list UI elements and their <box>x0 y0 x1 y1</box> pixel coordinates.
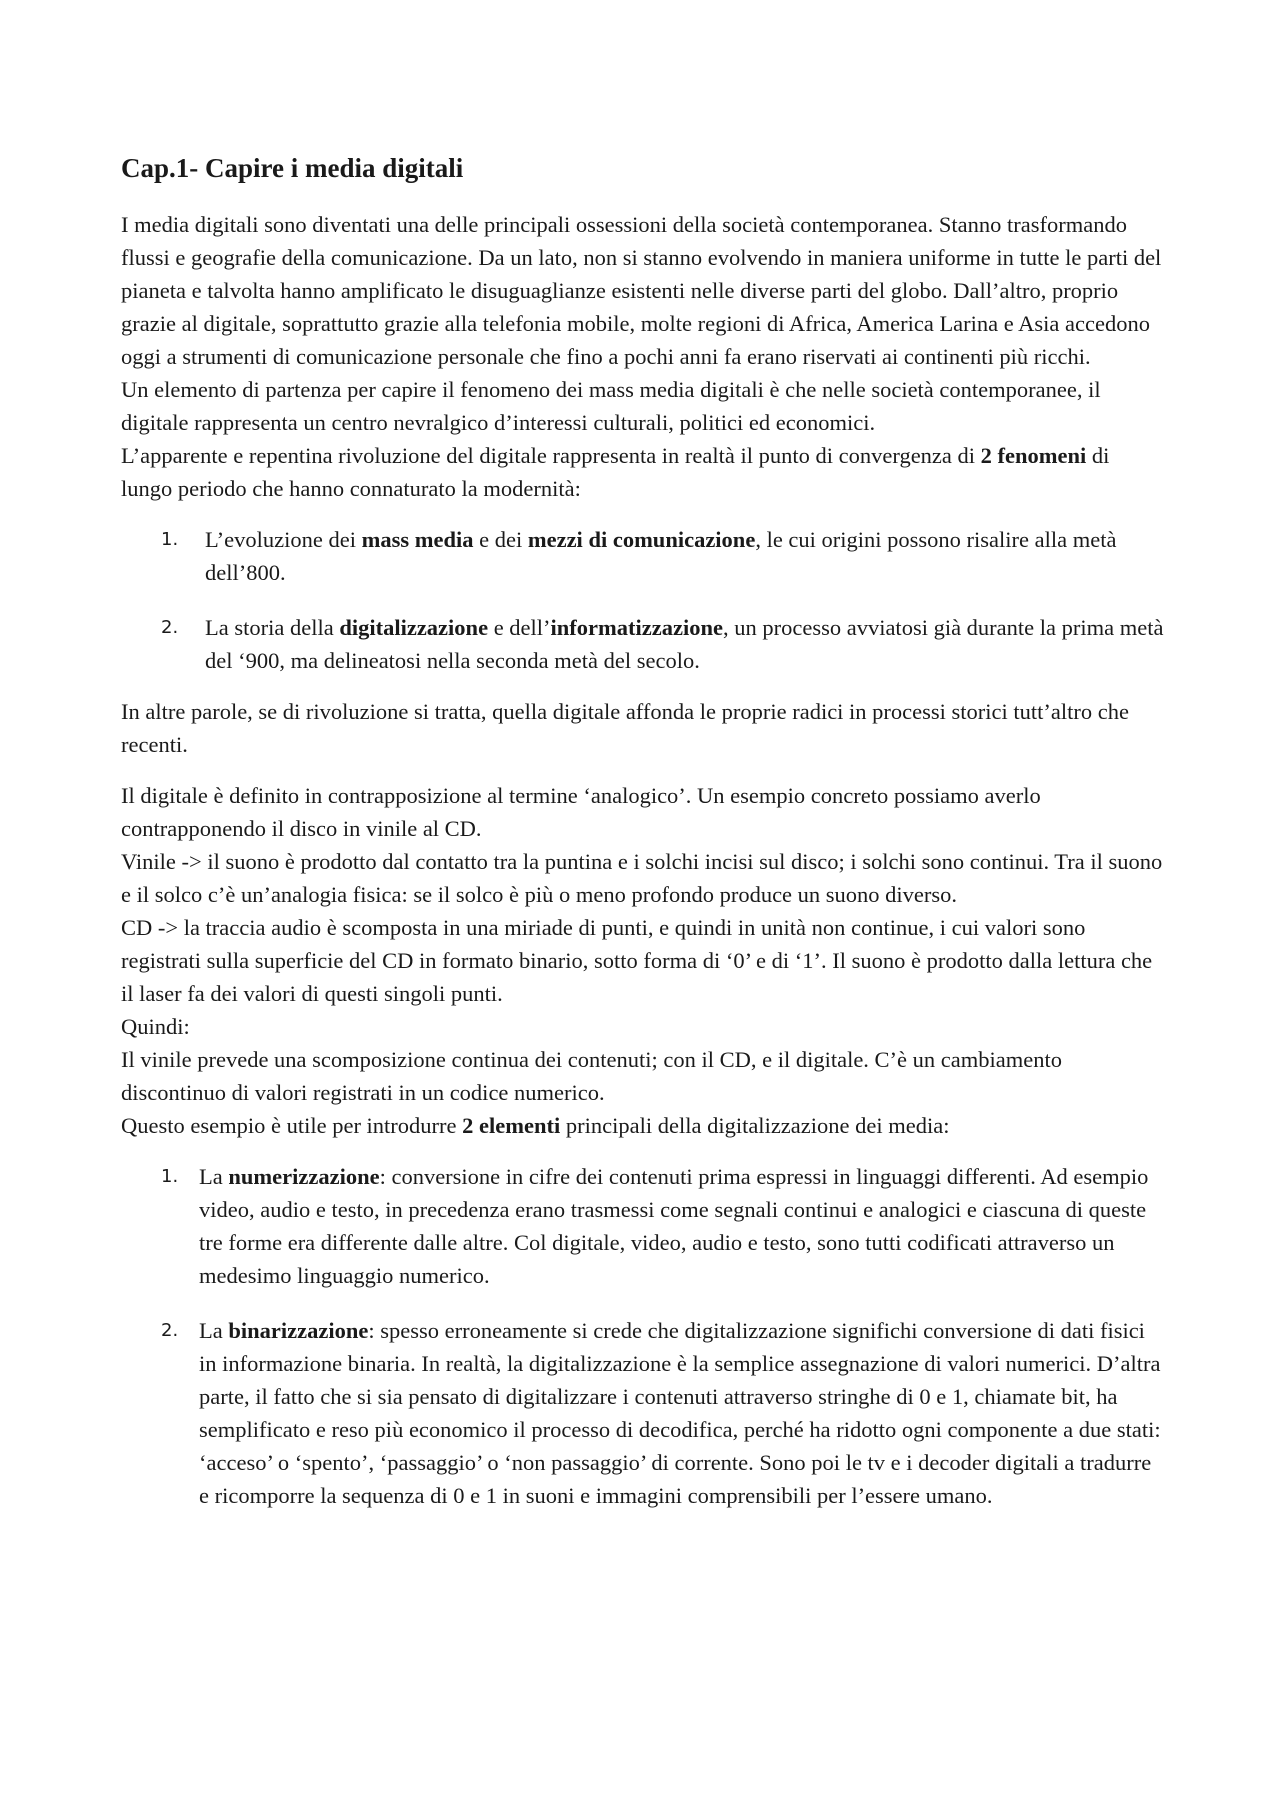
bold-term: mezzi di comunicazione <box>527 527 756 552</box>
list-item <box>121 523 1166 589</box>
text-run: L’evoluzione dei <box>205 527 362 552</box>
paragraph-vinyl-vs-cd: Il vinile prevede una scomposizione continua dei contenuti; con il CD, e il digitale. C’è un cambiamento discontinuo di valori registrati in un codice numerico. <box>121 1047 1062 1105</box>
text-run: e dell’ <box>488 615 551 640</box>
paragraph-therefore: Quindi: <box>121 1014 190 1039</box>
list-item <box>121 611 1166 677</box>
bold-term: binarizzazione <box>228 1318 369 1343</box>
text-run: La storia della <box>205 615 340 640</box>
list-number: 2. <box>161 1320 179 1341</box>
text-run: La <box>199 1164 229 1189</box>
list-item <box>121 1160 1166 1292</box>
bold-term: informatizzazione <box>550 615 723 640</box>
paragraph-in-other-words: In altre parole, se di rivoluzione si tratta, quella digitale affonda le proprie radici in processi storici tutt’altro che recenti. <box>121 699 1129 757</box>
list-number: 1. <box>161 529 179 550</box>
elements-list <box>121 1160 1166 1512</box>
text-run: : spesso erroneamente si crede che digitalizzazione significhi conversione di dati fisici in informazione binaria. In realtà, la digitalizzazione è la semplice assegnazione di valori numerici. D’altra parte, il fatto che si sia pensato di digitalizzare i contenuti attraverso stringhe di 0 e 1, chiamate bit, ha semplificato e reso più economico il processo di decodifica, perché ha ridotto ogni componente a due stati: ‘acceso’ o ‘spento’, ‘passaggio’ o ‘non passaggio’ di corrente. Sono poi le tv e i decoder digitali a tradurre e ricomporre la sequenza di 0 e 1 in suoni e immagini comprensibili per l’essere umano. <box>199 1318 1161 1508</box>
paragraph-digital-definition: Il digitale è definito in contrapposizione al termine ‘analogico’. Un esempio concreto possiamo averlo contrapponendo il disco in vinile al CD. <box>121 783 1041 841</box>
text-run: , un processo avviatosi già durante la prima metà del ‘900, ma delineatosi nella seconda metà del secolo. <box>205 615 1164 673</box>
text-run: La <box>199 1318 229 1343</box>
text-run: di lungo periodo che hanno connaturato la modernità: <box>121 443 1110 501</box>
paragraph-vinyl: Vinile -> il suono è prodotto dal contatto tra la puntina e i solchi incisi sul disco; i solchi sono continui. Tra il suono e il solco c’è un’analogia fisica: se il solco è più o meno profondo produce un suono diverso. <box>121 849 1163 907</box>
paragraph-elements-intro <box>121 1109 1166 1142</box>
phenomena-list <box>121 523 1166 677</box>
bold-term: numerizzazione <box>228 1164 380 1189</box>
text-run: Questo esempio è utile per introdurre <box>121 1113 463 1138</box>
paragraph-starting-point: Un elemento di partenza per capire il fenomeno dei mass media digitali è che nelle società contemporanee, il digitale rappresenta un centro nevralgico d’interessi culturali, politici ed economici. <box>121 377 1101 435</box>
paragraph-convergence <box>121 439 1166 505</box>
text-run: principali della digitalizzazione dei media: <box>560 1113 950 1138</box>
text-run: e dei <box>473 527 528 552</box>
bold-term: 2 elementi <box>462 1113 561 1138</box>
list-number: 2. <box>161 617 179 638</box>
chapter-title: Cap.1- Capire i media digitali <box>121 153 464 183</box>
bold-term: mass media <box>361 527 474 552</box>
paragraph-intro: I media digitali sono diventati una delle principali ossessioni della società contemporanea. Stanno trasformando flussi e geografie della comunicazione. Da un lato, non si stanno evolvendo in maniera uniforme in tutte le parti del pianeta e talvolta hanno amplificato le disuguaglianze esistenti nelle diverse parti del globo. Dall’altro, proprio grazie al digitale, soprattutto grazie alla telefonia mobile, molte regioni di Africa, America Larina e Asia accedono oggi a strumenti di comunicazione personale che fino a pochi anni fa erano riservati ai continenti più ricchi. <box>121 212 1162 369</box>
text-run: : conversione in cifre dei contenuti prima espressi in linguaggi differenti. Ad esempio video, audio e testo, in precedenza erano trasmessi come segnali continui e analogici e ciascuna di queste tre forme era differente dalle altre. Col digitale, video, audio e testo, sono tutti codificati attraverso un medesimo linguaggio numerico. <box>199 1164 1149 1288</box>
document-page <box>121 150 1166 1530</box>
text-run: , le cui origini possono risalire alla metà dell’800. <box>205 527 1117 585</box>
paragraph-cd: CD -> la traccia audio è scomposta in una miriade di punti, e quindi in unità non continue, i cui valori sono registrati sulla superficie del CD in formato binario, sotto forma di ‘0’ e di ‘1’. Il suono è prodotto dalla lettura che il laser fa dei valori di questi singoli punti. <box>121 915 1153 1006</box>
list-number: 1. <box>161 1166 179 1187</box>
list-item <box>121 1314 1166 1512</box>
bold-term: digitalizzazione <box>339 615 489 640</box>
bold-term: 2 fenomeni <box>980 443 1087 468</box>
text-run: L’apparente e repentina rivoluzione del digitale rappresenta in realtà il punto di convergenza di <box>121 443 981 468</box>
